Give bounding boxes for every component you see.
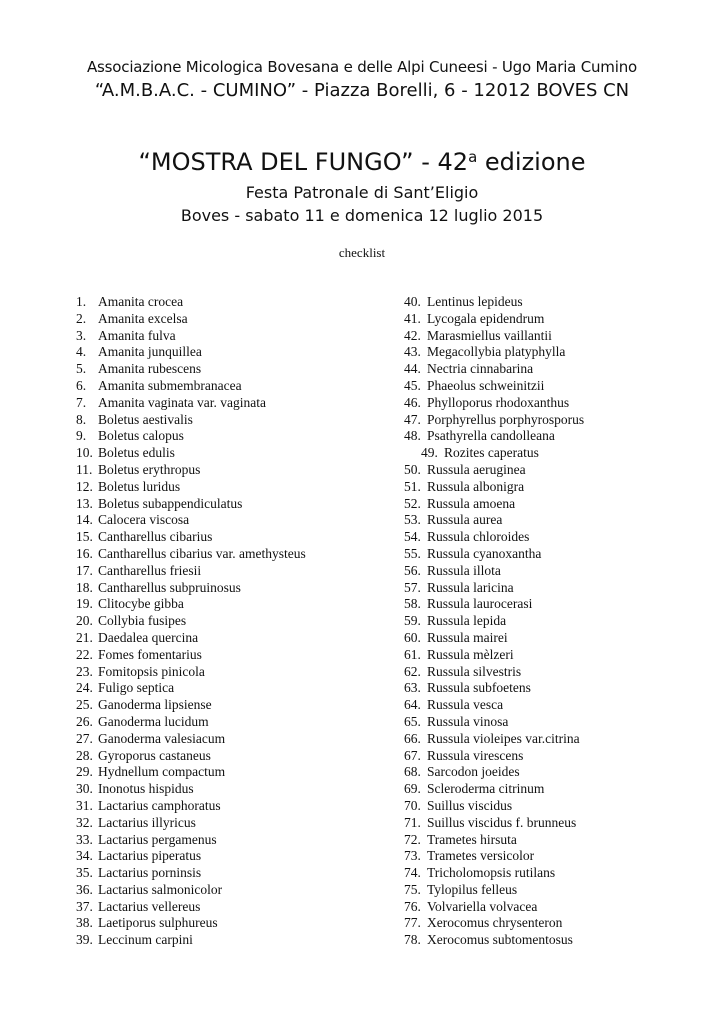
item-number: 37.: [76, 898, 93, 914]
species-name: Trametes versicolor: [427, 848, 535, 864]
item-number: 32.: [76, 814, 93, 830]
item-number: 76.: [404, 898, 421, 914]
species-name: Gyroporus castaneus: [98, 747, 211, 763]
item-number: 60.: [404, 629, 421, 645]
species-name: Phaeolus schweinitzii: [427, 377, 545, 393]
title-ordinal: a: [468, 148, 478, 166]
list-item: [76, 664, 306, 681]
item-number: 12.: [76, 478, 93, 494]
species-name: Russula aurea: [427, 512, 503, 528]
list-item: [76, 378, 306, 395]
item-number: 23.: [76, 663, 93, 679]
species-name: Marasmiellus vaillantii: [427, 327, 552, 343]
item-number: 34.: [76, 848, 93, 864]
species-name: Russula vesca: [427, 697, 504, 713]
species-name: Tylopilus felleus: [427, 881, 518, 897]
species-name: Psathyrella candolleana: [427, 428, 555, 444]
list-item: [76, 714, 306, 731]
species-name: Russula violeipes var.citrina: [427, 730, 580, 746]
list-item: [404, 546, 584, 563]
item-number: 52.: [404, 495, 421, 511]
item-number: 51.: [404, 478, 421, 494]
item-number: 3.: [76, 327, 87, 343]
item-number: 63.: [404, 680, 421, 696]
item-number: 54.: [404, 529, 421, 545]
species-name: Russula subfoetens: [427, 680, 531, 696]
species-name: Phylloporus rhodoxanthus: [427, 394, 570, 410]
list-item: [404, 412, 584, 429]
list-item: [76, 748, 306, 765]
list-item: [404, 630, 584, 647]
list-item: [404, 714, 584, 731]
item-number: 4.: [76, 344, 87, 360]
list-item: [76, 529, 306, 546]
species-name: Daedalea quercina: [98, 629, 199, 645]
item-number: 71.: [404, 814, 421, 830]
item-number: 36.: [76, 881, 93, 897]
title-main: “MOSTRA DEL FUNGO” - 42: [138, 148, 469, 176]
species-name: Inonotus hispidus: [98, 781, 194, 797]
species-name: Boletus erythropus: [98, 461, 201, 477]
item-number: 21.: [76, 629, 93, 645]
species-name: Clitocybe gibba: [98, 596, 184, 612]
item-number: 72.: [404, 831, 421, 847]
item-number: 35.: [76, 865, 93, 881]
list-item: [404, 311, 584, 328]
species-name: Boletus subappendiculatus: [98, 495, 243, 511]
list-item: [404, 899, 584, 916]
title-tail: edizione: [477, 148, 586, 176]
item-number: 31.: [76, 797, 93, 813]
list-item: [404, 596, 584, 613]
item-number: 56.: [404, 562, 421, 578]
association-name: Associazione Micologica Bovesana e delle Alpi Cuneesi - Ugo Maria Cumino: [87, 58, 637, 76]
item-number: 9.: [76, 428, 87, 444]
item-number: 62.: [404, 663, 421, 679]
association-address: “A.M.B.A.C. - CUMINO” - Piazza Borelli, 6 - 12012 BOVES CN: [94, 80, 630, 101]
item-number: 11.: [76, 461, 93, 477]
list-item: [76, 445, 306, 462]
item-number: 74.: [404, 865, 421, 881]
item-number: 45.: [404, 377, 421, 393]
species-name: Lactarius camphoratus: [98, 797, 221, 813]
checklist-left-column: [76, 294, 306, 949]
list-item: [404, 664, 584, 681]
list-item: [404, 848, 584, 865]
event-dates: Boves - sabato 11 e domenica 12 luglio 2015: [180, 206, 544, 225]
list-item: [404, 882, 584, 899]
list-item: [404, 395, 584, 412]
species-name: Cantharellus subpruinosus: [98, 579, 241, 595]
item-number: 1.: [76, 294, 87, 309]
item-number: 69.: [404, 781, 421, 797]
list-item: [404, 344, 584, 361]
list-item: [404, 529, 584, 546]
list-item: [76, 512, 306, 529]
item-number: 41.: [404, 310, 421, 326]
item-number: 66.: [404, 730, 421, 746]
item-number: 42.: [404, 327, 421, 343]
list-item: [76, 563, 306, 580]
item-number: 19.: [76, 596, 93, 612]
species-name: Cantharellus cibarius var. amethysteus: [98, 545, 306, 561]
list-item: [404, 932, 584, 949]
species-name: Russula amoena: [427, 495, 516, 511]
species-name: Russula chloroides: [427, 529, 530, 545]
list-item: [404, 731, 584, 748]
item-number: 75.: [404, 881, 421, 897]
species-name: Russula illota: [427, 562, 501, 578]
item-number: 13.: [76, 495, 93, 511]
list-item: [404, 328, 584, 345]
item-number: 6.: [76, 377, 87, 393]
list-item: [404, 865, 584, 882]
species-name: Ganoderma lucidum: [98, 713, 209, 729]
list-item: [76, 344, 306, 361]
species-name: Russula laurocerasi: [427, 596, 533, 612]
item-number: 24.: [76, 680, 93, 696]
list-item: [404, 445, 584, 462]
list-item: [76, 865, 306, 882]
list-item: [76, 546, 306, 563]
species-name: Russula mèlzeri: [427, 646, 514, 662]
species-name: Volvariella volvacea: [427, 898, 538, 914]
list-item: [76, 311, 306, 328]
species-name: Lycogala epidendrum: [427, 310, 545, 326]
item-number: 8.: [76, 411, 87, 427]
list-item: [76, 395, 306, 412]
species-name: Amanita excelsa: [98, 310, 188, 326]
list-item: [404, 647, 584, 664]
species-name: Amanita submembranacea: [98, 377, 242, 393]
list-item: [404, 361, 584, 378]
item-number: 7.: [76, 394, 87, 410]
species-name: Russula silvestris: [427, 663, 522, 679]
list-item: [76, 647, 306, 664]
list-item: [404, 748, 584, 765]
species-name: Ganoderma valesiacum: [98, 730, 226, 746]
species-name: Fomitopsis pinicola: [98, 663, 205, 679]
species-name: Porphyrellus porphyrosporus: [427, 411, 585, 427]
species-name: Russula laricina: [427, 579, 514, 595]
list-item: [404, 697, 584, 714]
item-number: 61.: [404, 646, 421, 662]
species-name: Lactarius illyricus: [98, 814, 196, 830]
list-item: [76, 731, 306, 748]
list-item: [76, 496, 306, 513]
event-occasion: Festa Patronale di Sant’Eligio: [245, 183, 479, 202]
item-number: 59.: [404, 613, 421, 629]
species-name: Fomes fomentarius: [98, 646, 202, 662]
species-name: Amanita vaginata var. vaginata: [98, 394, 266, 410]
list-item: [76, 697, 306, 714]
list-item: [404, 294, 584, 311]
item-number: 77.: [404, 915, 421, 931]
species-name: Lactarius salmonicolor: [98, 881, 223, 897]
species-name: Scleroderma citrinum: [427, 781, 545, 797]
item-number: 5.: [76, 361, 87, 377]
species-name: Lentinus lepideus: [427, 294, 523, 309]
species-name: Russula aeruginea: [427, 461, 526, 477]
list-item: [404, 781, 584, 798]
item-number: 73.: [404, 848, 421, 864]
species-name: Laetiporus sulphureus: [98, 915, 218, 931]
list-item: [404, 378, 584, 395]
species-name: Tricholomopsis rutilans: [427, 865, 556, 881]
item-number: 48.: [404, 428, 421, 444]
list-item: [76, 882, 306, 899]
item-number: 38.: [76, 915, 93, 931]
species-name: Amanita junquillea: [98, 344, 202, 360]
item-number: 67.: [404, 747, 421, 763]
item-number: 47.: [404, 411, 421, 427]
species-name: Leccinum carpini: [98, 932, 193, 948]
item-number: 18.: [76, 579, 93, 595]
item-number: 28.: [76, 747, 93, 763]
item-number: 20.: [76, 613, 93, 629]
species-name: Ganoderma lipsiense: [98, 697, 212, 713]
list-item: [404, 479, 584, 496]
species-name: Xerocomus chrysenteron: [427, 915, 563, 931]
item-number: 65.: [404, 713, 421, 729]
list-item: [76, 915, 306, 932]
item-number: 53.: [404, 512, 421, 528]
item-number: 70.: [404, 797, 421, 813]
species-name: Lactarius piperatus: [98, 848, 202, 864]
item-number: 50.: [404, 461, 421, 477]
list-item: [404, 496, 584, 513]
item-number: 25.: [76, 697, 93, 713]
species-name: Amanita fulva: [98, 327, 176, 343]
item-number: 68.: [404, 764, 421, 780]
item-number: 33.: [76, 831, 93, 847]
species-name: Boletus luridus: [98, 478, 181, 494]
list-item: [404, 428, 584, 445]
species-name: Suillus viscidus: [427, 797, 513, 813]
list-item: [76, 932, 306, 949]
species-name: Collybia fusipes: [98, 613, 187, 629]
list-item: [76, 328, 306, 345]
item-number: 43.: [404, 344, 421, 360]
list-item: [76, 815, 306, 832]
list-item: [76, 680, 306, 697]
item-number: 17.: [76, 562, 93, 578]
list-item: [76, 764, 306, 781]
species-name: Cantharellus cibarius: [98, 529, 213, 545]
list-item: [404, 832, 584, 849]
species-name: Lactarius vellereus: [98, 898, 201, 914]
list-item: [76, 596, 306, 613]
species-name: Russula lepida: [427, 613, 507, 629]
item-number: 55.: [404, 545, 421, 561]
item-number: 78.: [404, 932, 421, 948]
species-name: Megacollybia platyphylla: [427, 344, 566, 360]
species-name: Boletus aestivalis: [98, 411, 193, 427]
species-name: Xerocomus subtomentosus: [427, 932, 573, 948]
item-number: 16.: [76, 545, 93, 561]
list-item: [404, 563, 584, 580]
item-number: 2.: [76, 310, 87, 326]
item-number: 44.: [404, 361, 421, 377]
list-item: [404, 462, 584, 479]
species-name: Suillus viscidus f. brunneus: [427, 814, 577, 830]
list-item: [404, 680, 584, 697]
list-item: [76, 412, 306, 429]
species-name: Rozites caperatus: [444, 445, 539, 461]
list-item: [76, 630, 306, 647]
species-name: Cantharellus friesii: [98, 562, 202, 578]
list-item: [76, 798, 306, 815]
item-number: 14.: [76, 512, 93, 528]
item-number: 57.: [404, 579, 421, 595]
list-item: [404, 815, 584, 832]
species-name: Nectria cinnabarina: [427, 361, 534, 377]
item-number: 40.: [404, 294, 421, 309]
species-name: Sarcodon joeides: [427, 764, 520, 780]
page-title: [0, 148, 724, 176]
item-number: 22.: [76, 646, 93, 662]
list-item: [76, 361, 306, 378]
list-item: [76, 428, 306, 445]
species-name: Boletus edulis: [98, 445, 175, 461]
item-number: 29.: [76, 764, 93, 780]
checklist-right-column: [404, 294, 584, 949]
species-name: Russula virescens: [427, 747, 524, 763]
item-number: 15.: [76, 529, 93, 545]
item-number: 30.: [76, 781, 93, 797]
species-name: Boletus calopus: [98, 428, 184, 444]
species-name: Russula mairei: [427, 629, 508, 645]
list-item: [76, 899, 306, 916]
list-item: [76, 613, 306, 630]
list-item: [404, 613, 584, 630]
item-number: 39.: [76, 932, 93, 948]
item-number: 49.: [421, 445, 438, 461]
species-name: Fuligo septica: [98, 680, 175, 696]
list-item: [404, 798, 584, 815]
species-name: Amanita crocea: [98, 294, 184, 309]
list-item: [404, 580, 584, 597]
item-number: 46.: [404, 394, 421, 410]
item-number: 64.: [404, 697, 421, 713]
species-name: Trametes hirsuta: [427, 831, 517, 847]
list-item: [76, 294, 306, 311]
item-number: 10.: [76, 445, 93, 461]
species-name: Amanita rubescens: [98, 361, 202, 377]
item-number: 26.: [76, 713, 93, 729]
list-item: [76, 781, 306, 798]
list-item: [76, 832, 306, 849]
species-name: Russula albonigra: [427, 478, 525, 494]
species-name: Russula cyanoxantha: [427, 545, 542, 561]
list-item: [76, 580, 306, 597]
species-name: Lactarius porninsis: [98, 865, 202, 881]
list-item: [76, 462, 306, 479]
checklist-label: checklist: [338, 245, 386, 260]
item-number: 27.: [76, 730, 93, 746]
list-item: [404, 512, 584, 529]
item-number: 58.: [404, 596, 421, 612]
list-item: [76, 848, 306, 865]
list-item: [404, 915, 584, 932]
list-item: [76, 479, 306, 496]
species-name: Russula vinosa: [427, 713, 509, 729]
list-item: [404, 764, 584, 781]
species-name: Hydnellum compactum: [98, 764, 226, 780]
species-name: Calocera viscosa: [98, 512, 190, 528]
species-name: Lactarius pergamenus: [98, 831, 217, 847]
